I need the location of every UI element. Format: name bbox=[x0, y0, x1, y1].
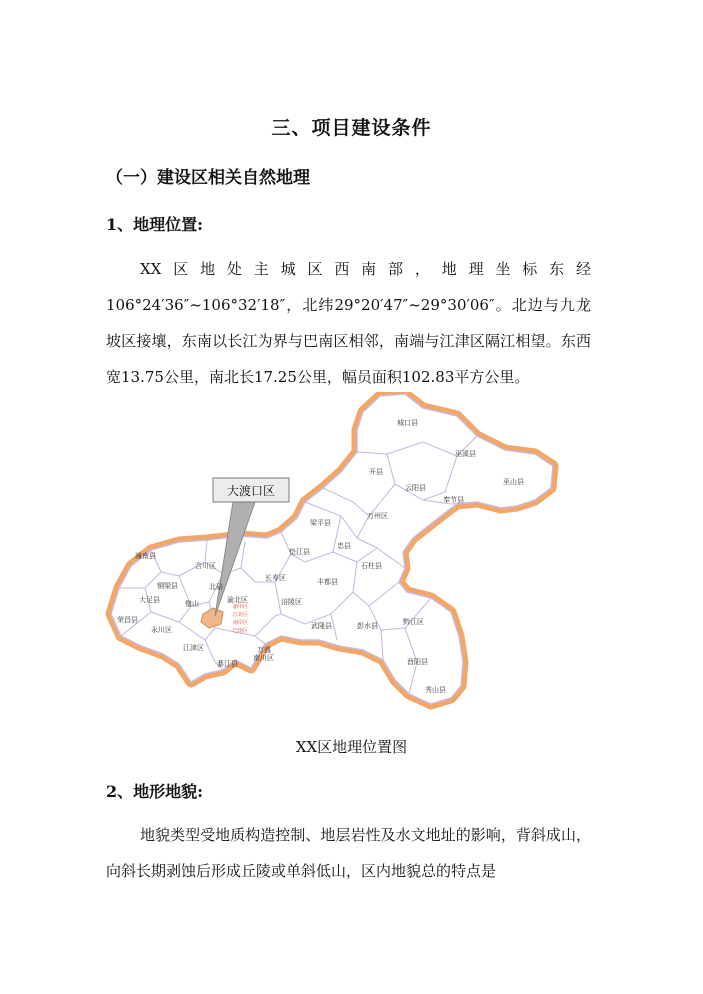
label-rongchang: 荣昌县 bbox=[117, 616, 138, 624]
label-kai: 开县 bbox=[369, 468, 383, 476]
label-yongchuan: 永川区 bbox=[151, 626, 172, 634]
paragraph-location: XX区地处主城区西南部，地理坐标东经106°24′36″~106°32′18″，北纬29°20′47″~29°30′06″。北边与九龙坡区接壤，东南以长江为界与巴南区相邻，南端与江津区隔江相望。东西宽13.75公里，南北长17.25公里，幅员面积102.83平方公里。 bbox=[106, 260, 591, 386]
subsection-title-terrain: 2、地形地貌: bbox=[106, 782, 204, 801]
map-region-border bbox=[111, 394, 553, 704]
label-wanzhou: 万州区 bbox=[367, 512, 388, 520]
label-fengjie: 奉节县 bbox=[443, 496, 464, 504]
paragraph-terrain: 地貌类型受地质构造控制、地层岩性及水文地址的影响，背斜成山，向斜长期剥蚀后形成丘陵或单斜低山，区内地貌总的特点是 bbox=[106, 826, 591, 880]
subsection-title-location: 1、地理位置: bbox=[106, 215, 204, 234]
map-caption: XX区地理位置图 bbox=[295, 738, 408, 756]
label-xiushan: 秀山县 bbox=[425, 686, 446, 694]
label-bishan: 璧山 bbox=[185, 600, 199, 608]
chapter-title: 三、项目建设条件 bbox=[271, 117, 432, 139]
label-tongnan: 潼南县 bbox=[135, 552, 156, 560]
label-beibei: 北碚 bbox=[209, 583, 223, 591]
label-banan: 巴南区 bbox=[233, 628, 249, 634]
callout-label: 大渡口区 bbox=[226, 484, 276, 498]
label-qianjiang: 黔江区 bbox=[403, 618, 424, 626]
label-fengdu: 丰都县 bbox=[317, 578, 338, 586]
label-yuzhong: 渝中区 bbox=[233, 604, 249, 610]
label-wulong: 武隆县 bbox=[311, 622, 332, 630]
label-chengkou: 城口县 bbox=[397, 419, 418, 427]
label-shizhu: 石柱县 bbox=[361, 562, 382, 570]
label-wushan: 巫山县 bbox=[503, 478, 524, 486]
label-qijiang: 綦江县 bbox=[217, 660, 238, 668]
label-liangping: 梁平县 bbox=[310, 519, 331, 527]
label-wuxi: 巫溪县 bbox=[455, 450, 476, 458]
label-jiangbei: 江北区 bbox=[233, 612, 249, 618]
label-wansheng: 万盛 bbox=[257, 646, 271, 654]
label-pengshui: 彭水县 bbox=[357, 622, 378, 630]
label-jiangjin: 江津区 bbox=[183, 644, 204, 652]
label-zhong: 忠县 bbox=[337, 542, 351, 550]
label-dianjiang: 垫江县 bbox=[289, 548, 310, 556]
label-tongliang: 铜梁县 bbox=[157, 582, 178, 590]
section-title: （一）建设区相关自然地理 bbox=[106, 168, 310, 188]
label-nanan: 南岸区 bbox=[233, 620, 249, 626]
label-yubei: 渝北区 bbox=[227, 596, 248, 604]
label-youyang: 酉阳县 bbox=[407, 658, 428, 666]
label-yunyang: 云阳县 bbox=[405, 484, 426, 492]
label-changshou: 长寿区 bbox=[265, 574, 286, 582]
label-nanchuan: 南川区 bbox=[253, 654, 274, 662]
label-hechuan: 合川区 bbox=[195, 562, 216, 570]
label-fuling: 涪陵区 bbox=[281, 598, 302, 606]
label-dazu: 大足县 bbox=[139, 596, 160, 604]
location-map bbox=[105, 392, 583, 722]
